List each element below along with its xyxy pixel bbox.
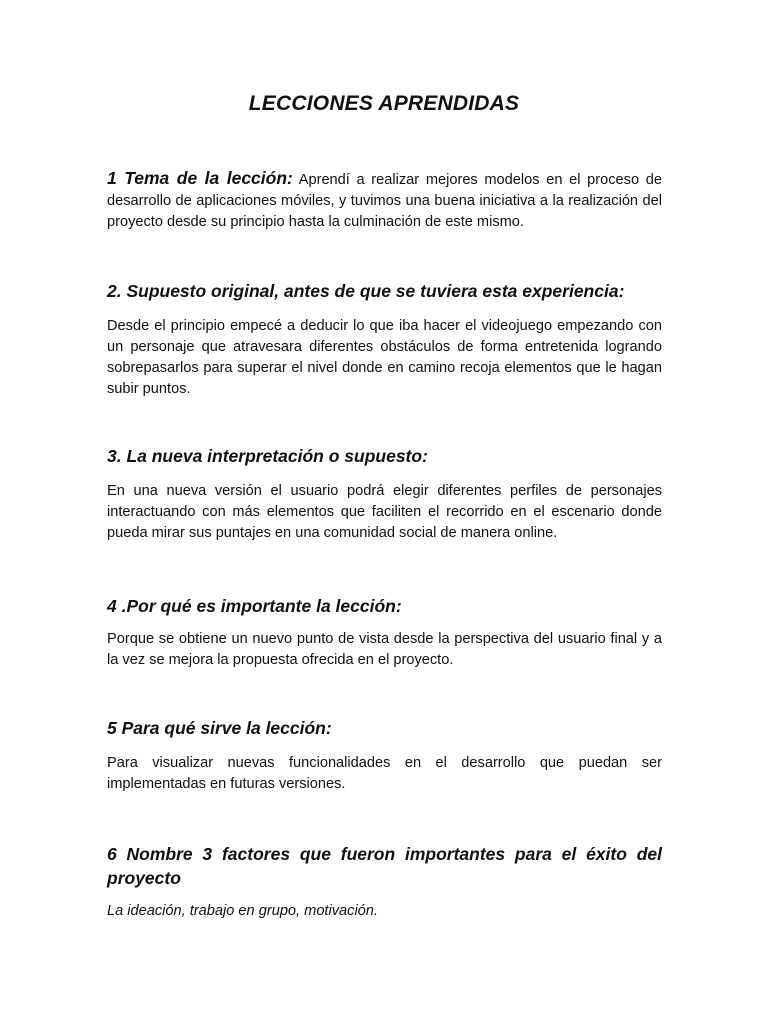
section-2-text: Desde el principio empecé a deducir lo que iba hacer el videojuego empezando con un personaje que atravesara diferentes obstáculos de forma entretenida logrando sobrepasarlos para superar el nivel donde en camino recoja elementos que le hagan subir puntos. <box>107 318 662 397</box>
section-5-heading: 5 Para qué sirve la lección: <box>107 718 332 738</box>
section-4 <box>107 595 662 617</box>
section-1-text: Aprendí a realizar mejores modelos en el proceso de desarrollo de aplicaciones móviles, y tuvimos una buena iniciativa a la realización del proyecto desde su principio hasta la culminación de este mismo. <box>107 172 662 230</box>
document-title: LECCIONES APRENDIDAS <box>248 92 520 115</box>
section-4-heading: 4 .Por qué es importante la lección: <box>107 596 402 616</box>
section-3-text: En una nueva versión el usuario podrá elegir diferentes perfiles de personajes interactuando con más elementos que faciliten el recorrido en el escenario donde pueda mirar sus puntajes en una comunidad social de manera online. <box>107 483 662 541</box>
section-4-text: Porque se obtiene un nuevo punto de vista desde la perspectiva del usuario final y a la vez se mejora la propuesta ofrecida en el proyecto. <box>107 631 662 668</box>
section-3 <box>107 445 662 467</box>
section-1 <box>107 168 662 233</box>
section-2 <box>107 280 662 302</box>
section-5-body <box>107 753 662 795</box>
section-6-body <box>107 901 662 922</box>
section-3-body <box>107 481 662 544</box>
section-5 <box>107 717 662 739</box>
section-1-heading: 1 Tema de la lección: <box>107 168 293 188</box>
section-6-heading: 6 Nombre 3 factores que fueron importantes para el éxito del proyecto <box>107 844 662 888</box>
section-4-body <box>107 629 662 671</box>
section-6-text: La ideación, trabajo en grupo, motivación. <box>107 903 378 919</box>
section-1-paragraph <box>107 168 662 233</box>
section-2-body <box>107 316 662 400</box>
section-3-heading: 3. La nueva interpretación o supuesto: <box>107 446 428 466</box>
section-5-text: Para visualizar nuevas funcionalidades en el desarrollo que puedan ser implementadas en futuras versiones. <box>107 755 662 792</box>
section-2-heading: 2. Supuesto original, antes de que se tuviera esta experiencia: <box>107 281 625 301</box>
section-6 <box>107 842 662 890</box>
